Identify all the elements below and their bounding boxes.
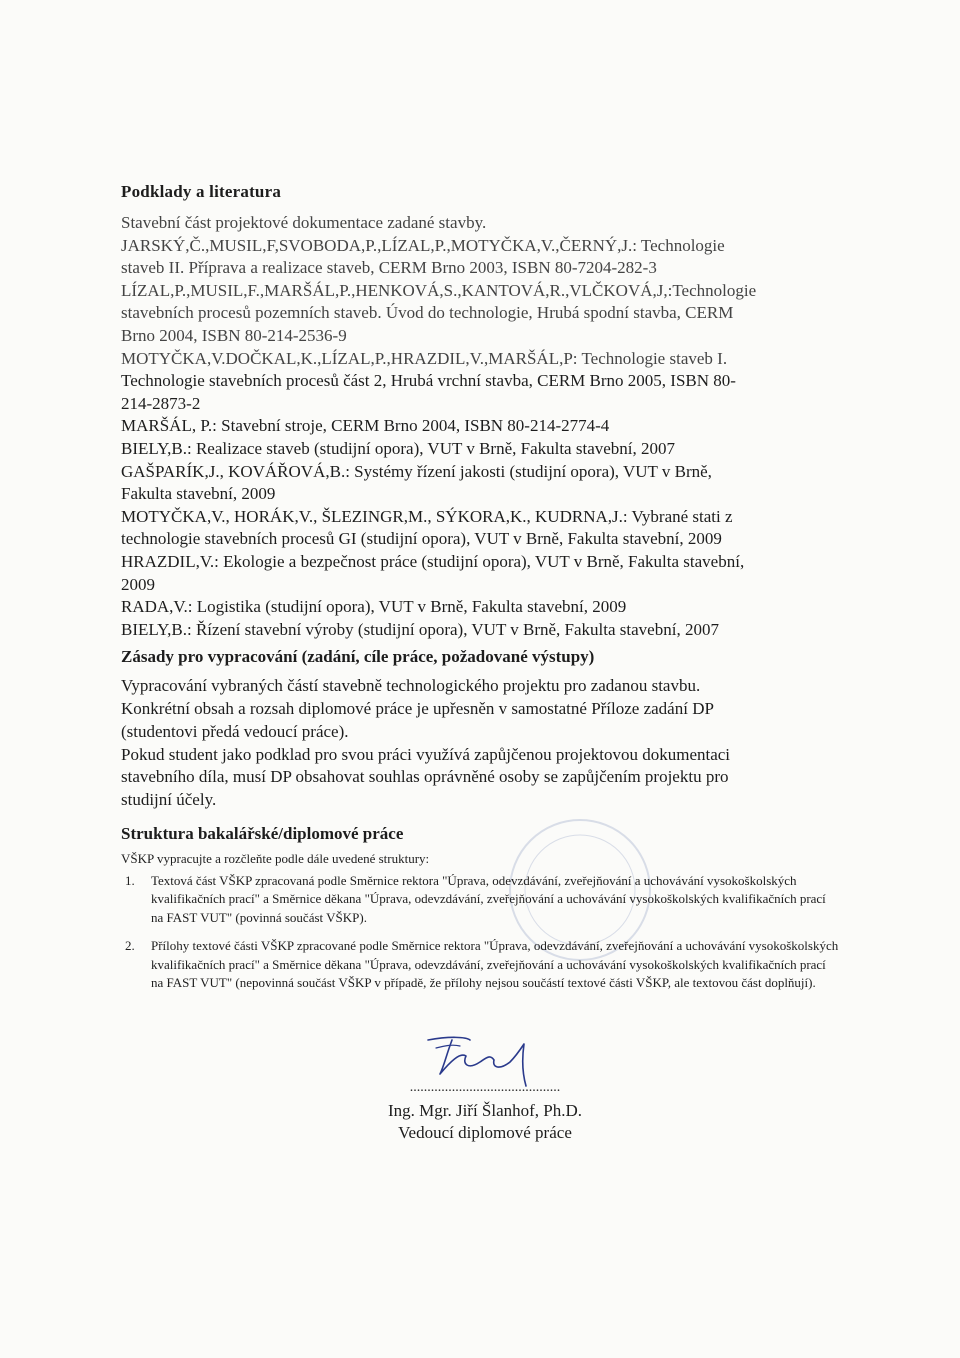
principles-line: stavebního díla, musí DP obsahovat souhlas oprávněné osoby se zapůjčením projektu pro [121,767,729,787]
signature-block [350,1028,620,1144]
literature-line: stavebních procesů pozemních staveb. Úvod do technologie, Hrubá spodní stavba, CERM [121,303,734,323]
literature-line: HRAZDIL,V.: Ekologie a bezpečnost práce (studijní opora), VUT v Brně, Fakulta stavební, [121,551,745,571]
structure-item [121,937,841,992]
literature-line: RADA,V.: Logistika (studijní opora), VUT v Brně, Fakulta stavební, 2009 [121,597,627,617]
literature-line: GAŠPARÍK,J., KOVÁŘOVÁ,B.: Systémy řízení jakosti (studijní opora), VUT v Brně, [121,461,712,481]
structure-item-text: Přílohy textové části VŠKP zpracované podle Směrnice rektora "Úprava, odevzdávání, zveřejňování a uchovávání vysokoškolských kvalifikačních prací" a Směrnice děkana "Úprava, odevzdávání, zveřejňování a uchovávání vysokoškolských kvalifikačních prací na FAST VUT" (nepovinná součást VŠKP v případě, že přílohy nejsou součástí textové části VŠKP, ale textovou část doplňují). [151,938,839,991]
literature-line: MARŠÁL, P.: Stavební stroje, CERM Brno 2004, ISBN 80-214-2774-4 [121,416,610,436]
literature-line: 2009 [121,574,155,594]
literature-line: Fakulta stavební, 2009 [121,484,276,504]
structure-list [121,872,841,992]
literature-line: Stavební část projektové dokumentace zadané stavby. [121,213,487,232]
literature-line: Brno 2004, ISBN 80-214-2536-9 [121,325,347,345]
literature-line: BIELY,B.: Řízení stavební výroby (studijní opora), VUT v Brně, Fakulta stavební, 2007 [121,619,719,639]
literature-line: MOTYČKA,V., HORÁK,V., ŠLEZINGR,M., SÝKORA,K., KUDRNA,J.: Vybrané stati z [121,506,733,526]
literature-line: JARSKÝ,Č.,MUSIL,F,SVOBODA,P.,LÍZAL,P.,MOTYČKA,V.,ČERNÝ,J.: Technologie [121,235,725,255]
principles-heading: Zásady pro vypracování (zadání, cíle práce, požadované výstupy) [121,647,595,667]
structure-item-text: Textová část VŠKP zpracovaná podle Směrnice rektora "Úprava, odevzdávání, zveřejňování a uchovávání vysokoškolských kvalifikačních prací" a Směrnice děkana "Úprava, odevzdávání, zveřejňování a uchovávání vysokoškolských kvalifikačních prací na FAST VUT" (povinná součást VŠKP). [151,873,826,925]
literature-line: Technologie stavebních procesů část 2, Hrubá vrchní stavba, CERM Brno 2005, ISBN 80- [121,371,736,391]
signature-line: ........................................... [409,1080,561,1095]
literature-list [121,212,841,641]
principles-line: (studentovi předá vedoucí práce). [121,721,349,741]
structure-heading: Struktura bakalářské/diplomové práce [121,824,404,844]
document-body [121,182,841,1003]
literature-heading: Podklady a literatura [121,182,282,201]
principles-line: Konkrétní obsah a rozsah diplomové práce je upřesněn v samostatné Příloze zadání DP [121,699,714,719]
literature-line: staveb II. Příprava a realizace staveb, CERM Brno 2003, ISBN 80-7204-282-3 [121,258,657,278]
principles-line: Pokud student jako podklad pro svou práci využívá zapůjčenou projektovou dokumentaci [121,744,731,764]
literature-line: technologie stavebních procesů GI (studijní opora), VUT v Brně, Fakulta stavební, 2009 [121,529,722,549]
literature-line: LÍZAL,P.,MUSIL,F.,MARŠÁL,P.,HENKOVÁ,S.,KANTOVÁ,R.,VLČKOVÁ,J,:Technologie [121,280,757,300]
literature-line: BIELY,B.: Realizace staveb (studijní opora), VUT v Brně, Fakulta stavební, 2007 [121,438,676,458]
literature-line: MOTYČKA,V.DOČKAL,K.,LÍZAL,P.,HRAZDIL,V.,MARŠÁL,P: Technologie staveb I. [121,348,728,368]
structure-item-number: 2. [125,938,135,954]
literature-line: 214-2873-2 [121,393,201,413]
structure-item [121,872,841,927]
supervisor-role: Vedoucí diplomové práce [398,1123,572,1142]
structure-item-number: 1. [125,873,135,889]
supervisor-name: Ing. Mgr. Jiří Šlanhof, Ph.D. [387,1101,583,1120]
principles-line: studijní účely. [121,790,217,810]
structure-intro: VŠKP vypracujte a rozčleňte podle dále uvedené struktury: [121,851,430,867]
principles-line: Vypracování vybraných částí stavebně technologického projektu pro zadanou stavbu. [121,676,701,696]
